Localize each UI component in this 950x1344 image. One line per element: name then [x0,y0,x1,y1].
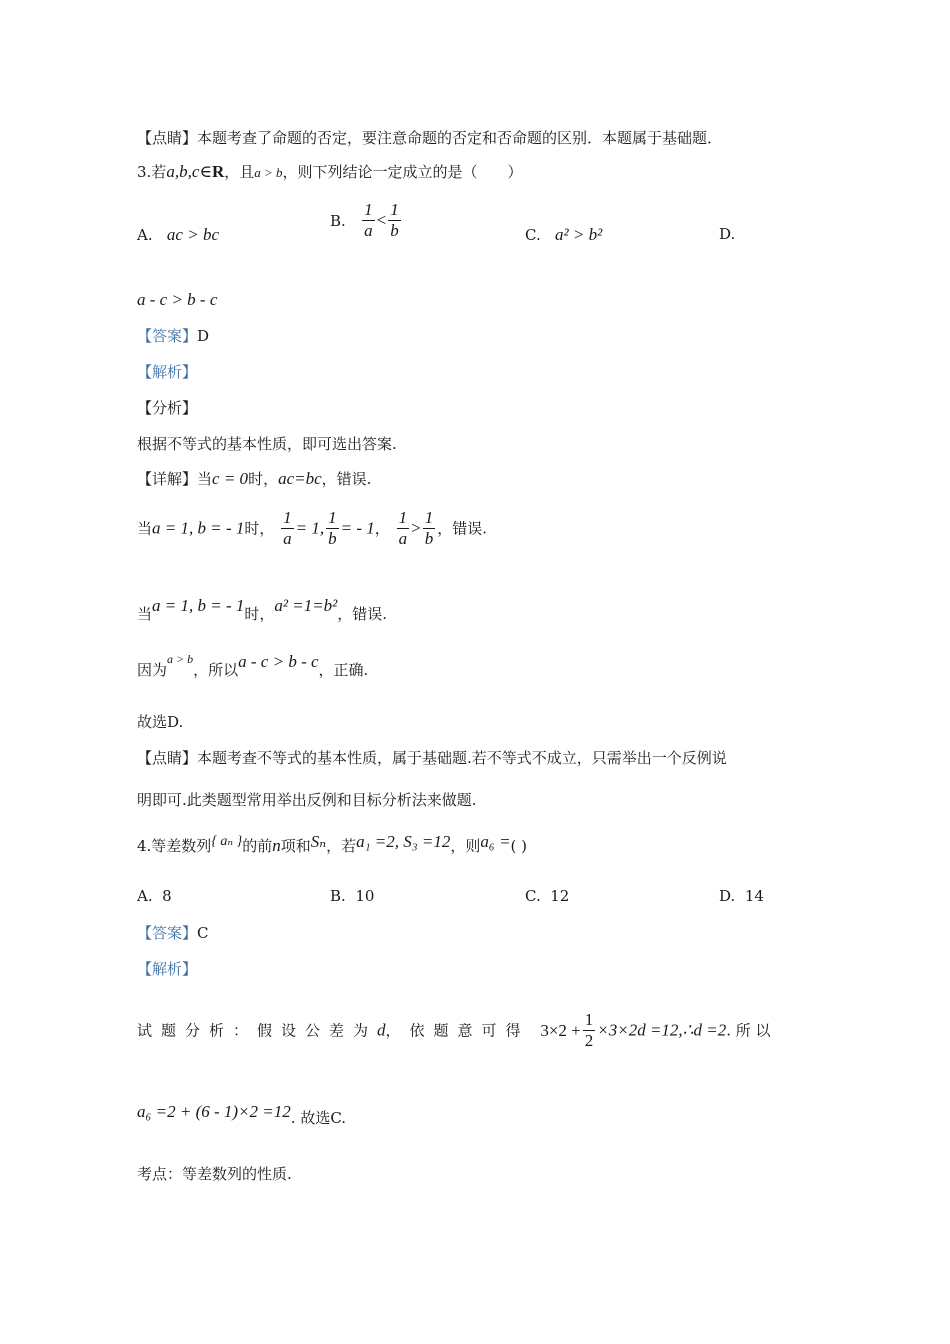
q4-stem-a: 4.等差数列 [137,837,212,855]
q4-option-c-text: 12 [550,887,570,905]
q3-option-b [330,200,403,241]
q4-stem-d: ，若 [326,837,357,855]
q3-dianjing-line2: 明即可.此类题型常用举出反例和目标分析法来做题. [137,791,477,809]
q3-x4-b: ，所以 [193,661,239,679]
q4-stem-b: 的前 [242,837,273,855]
q3-x3-a: 当 [137,605,153,623]
q3-xiangjie-line4 [137,652,369,681]
q3-option-b-frac1 [362,200,375,241]
q3-x2-b: 时， [244,519,275,538]
q4-stem-m4: a₁ =2, S₃ =12 [356,832,451,851]
q3-xiangjie-line2 [137,508,487,549]
q4-option-d-text: 14 [744,887,764,905]
q3-stem-mid: ，且 [224,163,255,181]
q3-option-b-den1: a [364,221,373,240]
q3-option-c-label: C. [525,226,541,244]
q3-x1-a: 当 [197,470,213,488]
q3-x4-a: 因为 [137,661,168,679]
q3-option-b-frac2 [388,200,401,241]
q3-x3-b: 时， [244,605,275,623]
q3-x2-f1n: 1 [283,508,292,527]
q4-answer [137,923,209,943]
q4-a2-text: . 故选C. [290,1109,347,1127]
q3-x4-m1: a > b [167,652,194,666]
q3-option-b-num1: 1 [364,200,373,219]
q3-x3-m1: a = 1, b = - 1 [152,596,245,615]
q3-x2-frac3 [397,508,410,549]
q3-stem-vars: a,b,c∈ [166,162,212,181]
q3-x3-m2: a² =1=b² [274,596,338,615]
q4-option-c-label: C. [525,887,541,905]
q3-x2-frac4 [423,508,436,549]
q4-a1-m1: 3×2 + [540,1020,581,1040]
q3-x2-m1: a = 1, b = - 1 [152,518,245,538]
q3-x2-a: 当 [137,519,153,538]
q4-option-c [525,887,569,905]
q3-fenxi: 【分析】 [137,399,198,417]
q3-answer-value: D [197,327,210,345]
q3-x2-m3: = - 1 [340,518,375,538]
q3-x1-m1: c = 0 [212,469,249,488]
q4-answer-tag: 【答案】 [137,924,198,942]
q3-option-c [525,225,602,245]
q4-stem-m2: n [272,836,281,855]
q4-kaodian: 考点：等差数列的性质. [137,1165,292,1183]
q3-x3-c: ，错误. [337,605,388,623]
q3-x2-f3n: 1 [398,508,408,527]
q4-stem-m3: Sₙ [310,832,327,851]
q3-x2-m2: = 1, [295,518,325,538]
q4-option-d [719,887,764,905]
q4-a1-text: 试题分析：假设公差为 [137,1021,378,1040]
q3-x2-frac1 [281,508,294,549]
dianjing-note-1: 【点睛】本题考查了命题的否定，要注意命题的否定和否命题的区别．本题属于基础题． [137,129,723,147]
q3-option-c-text: a² > b² [555,225,603,244]
q4-option-b-text: 10 [355,887,375,905]
q4-option-b-label: B. [330,887,346,905]
q4-stem-e: ，则 [450,837,481,855]
q4-a1-fn: 1 [584,1010,594,1029]
q3-x2-c: ， [374,519,390,538]
q4-answer-value: C [197,924,209,942]
q3-x2-f3d: a [398,529,408,548]
q3-option-a [137,225,219,245]
q3-answer-tag: 【答案】 [137,327,198,345]
q3-x1-m2: ac=bc [278,469,322,488]
q3-xiangjie-tag: 【详解】 [137,470,198,488]
q3-x2-d: ，错误. [437,519,487,538]
q4-stem [137,832,528,858]
q4-a1-frac [583,1010,596,1051]
q3-option-a-label: A. [137,226,153,244]
q4-option-a [137,887,172,905]
q4-stem-m5: a₆ = [480,832,511,851]
q4-option-b [330,887,374,905]
q4-a1-d: d [377,1020,386,1040]
q3-stem [137,162,523,183]
q4-option-a-text: 8 [162,887,172,905]
q3-x2-f4d: b [424,529,434,548]
q3-xiangjie-line1 [137,469,371,489]
q4-a2-m: a₆ =2 + (6 - 1)×2 =12 [137,1102,291,1121]
q3-dianjing-line1: 【点睛】本题考查不等式的基本性质，属于基础题.若不等式不成立，只需举出一个反例说 [137,749,727,767]
q4-a1-text2: ，依题意可得 [385,1021,530,1040]
q3-stem-set: R [211,162,225,181]
q3-x2-f4n: 1 [424,508,434,527]
q3-option-b-op: < [376,210,387,230]
q3-jiexi: 【解析】 [137,363,198,381]
q4-stem-f: ( ) [510,837,528,855]
q4-a1-text3: . 所 以 [726,1021,771,1040]
q3-x4-c: ，正确. [318,661,369,679]
q3-x2-frac2 [326,508,339,549]
q3-x2-op: > [411,518,421,538]
q4-a1-m2: ×3×2d =12,∴d =2 [597,1020,727,1040]
q3-x4-m2: a - c > b - c [238,652,319,671]
q3-x2-f2n: 1 [328,508,337,527]
q3-xiangjie-line3 [137,596,388,623]
q4-stem-c: 项和 [280,837,311,855]
q4-option-d-label: D. [719,887,736,905]
q3-option-b-num2: 1 [390,200,399,219]
q3-stem-cond: a > b [254,165,283,180]
q3-stem-suffix: ，则下列结论一定成立的是（ ） [282,163,523,181]
q4-stem-m1: { aₙ } [211,834,243,849]
q4-jiexi: 【解析】 [137,960,198,978]
q4-a1-fd: 2 [584,1031,594,1050]
q3-option-b-den2: b [390,221,399,240]
q3-x2-f2d: b [328,529,337,548]
q4-analysis-line2 [137,1102,347,1128]
q3-stem-prefix: 3.若 [137,163,167,181]
q3-x1-c: ，错误. [321,470,372,488]
q3-x1-b: 时， [248,470,279,488]
q4-option-a-label: A. [137,887,153,905]
q3-option-a-text: ac > bc [166,225,219,244]
q3-option-d-text: a - c > b - c [137,290,218,309]
q3-fenxi-text: 根据不等式的基本性质，即可选出答案. [137,435,397,453]
q3-option-b-label: B. [330,211,346,230]
q3-conclude: 故选D. [137,713,184,731]
q3-answer [137,326,209,346]
q3-x2-f1d: a [283,529,292,548]
q4-analysis-line1 [137,1010,771,1051]
q3-option-d-label: D. [719,225,736,243]
